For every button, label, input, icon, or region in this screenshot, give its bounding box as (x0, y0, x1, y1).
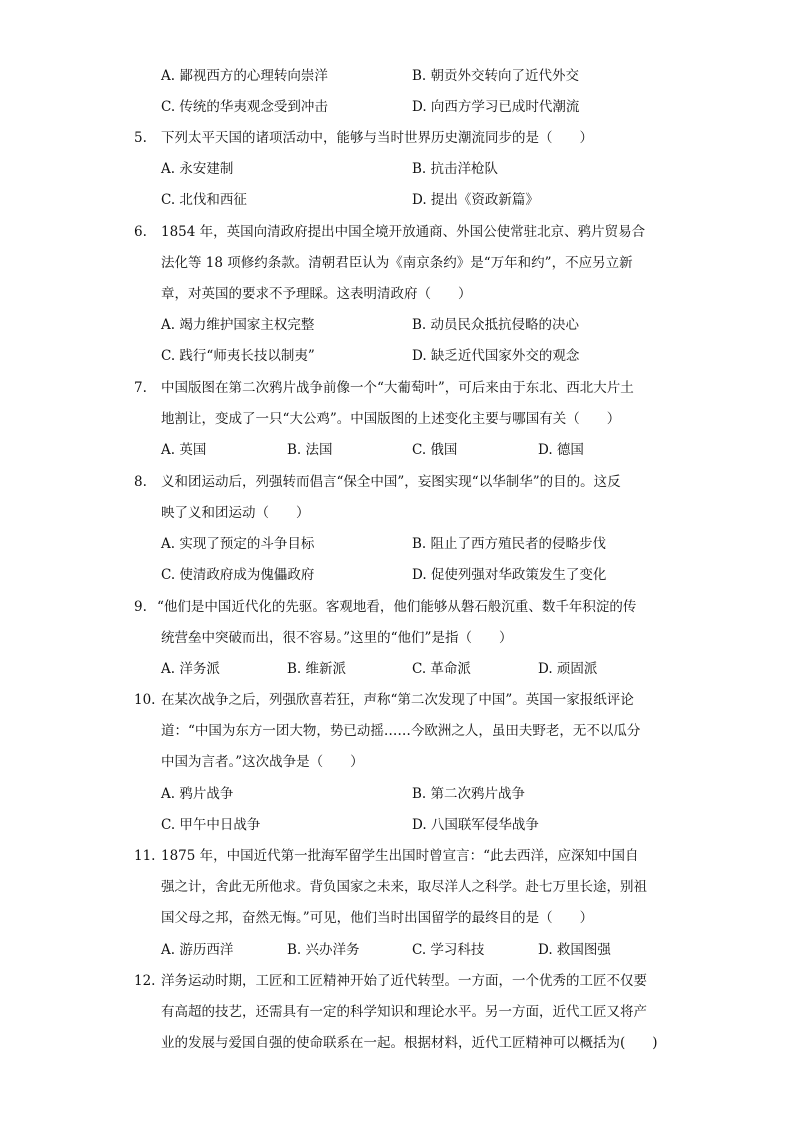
q8-option-b[interactable]: B. 阻止了西方殖民者的侵略步伐 (412, 536, 607, 552)
q5-option-d[interactable]: D. 提出《资政新篇》 (412, 192, 539, 208)
q6-option-a[interactable]: A. 竭力维护国家主权完整 (161, 317, 315, 333)
q10-stem-line-3: 中国为言者。”这次战争是（ ） (161, 754, 364, 770)
q10-stem-line-1: 在某次战争之后，列强欣喜若狂，声称“第二次发现了中国”。英国一家报纸评论 (161, 692, 634, 708)
q6-stem-line-1: 1854 年，英国向清政府提出中国全境开放通商、外国公使常驻北京、鸦片贸易合 (161, 224, 646, 240)
q10-stem-line-2: 道：“中国为东方一团大物，势已动摇……今欧洲之人，虽田夫野老，无不以瓜分 (161, 723, 641, 739)
q7-stem-line-1: 中国版图在第二次鸦片战争前像一个“大葡萄叶”，可后来由于东北、西北大片土 (161, 380, 634, 396)
q5-number: 5. (134, 130, 147, 146)
q6-option-b[interactable]: B. 动员民众抵抗侵略的决心 (412, 317, 580, 333)
q6-option-c[interactable]: C. 践行“师夷长技以制夷” (161, 348, 315, 364)
q5-option-c[interactable]: C. 北伐和西征 (161, 192, 247, 208)
q8-option-a[interactable]: A. 实现了预定的斗争目标 (161, 536, 315, 552)
q11-option-c[interactable]: C. 学习科技 (412, 942, 485, 958)
q8-stem-line-2: 映了义和团运动（ ） (161, 505, 310, 521)
q8-option-c[interactable]: C. 使清政府成为傀儡政府 (161, 567, 315, 583)
q11-option-a[interactable]: A. 游历西洋 (161, 942, 234, 958)
q7-option-d[interactable]: D. 德国 (538, 442, 584, 458)
q10-number: 10. (134, 692, 156, 708)
q6-option-d[interactable]: D. 缺乏近代国家外交的观念 (412, 348, 580, 364)
q7-number: 7. (134, 380, 147, 396)
q7-option-c[interactable]: C. 俄国 (412, 442, 458, 458)
q10-option-b[interactable]: B. 第二次鸦片战争 (412, 786, 526, 802)
q9-option-d[interactable]: D. 顽固派 (538, 661, 598, 677)
q4-option-d[interactable]: D. 向西方学习已成时代潮流 (412, 99, 580, 115)
q9-stem-line-1: “他们是中国近代化的先驱。客观地看，他们能够从磐石般沉重、数千年积淀的传 (157, 599, 637, 615)
q11-stem-line-1: 1875 年，中国近代第一批海军留学生出国时曾宣言：“此去西洋，应深知中国自 (161, 848, 639, 864)
q4-option-c[interactable]: C. 传统的华夷观念受到冲击 (161, 99, 328, 115)
q6-stem-line-3: 章，对英国的要求不予理睬。这表明清政府（ ） (161, 286, 472, 302)
q10-option-d[interactable]: D. 八国联军侵华战争 (412, 817, 539, 833)
q8-option-d[interactable]: D. 促使列强对华政策发生了变化 (412, 567, 607, 583)
q10-option-c[interactable]: C. 甲午中日战争 (161, 817, 261, 833)
q6-number: 6. (134, 224, 147, 240)
q5-stem-line-1: 下列太平天国的诸项活动中，能够与当时世界历史潮流同步的是（ ） (161, 130, 593, 146)
q11-stem-line-2: 强之计，舍此无所他求。背负国家之未来，取尽洋人之科学。赴七万里长途，别祖 (161, 879, 647, 895)
q5-option-b[interactable]: B. 抗击洋枪队 (412, 161, 499, 177)
q7-option-b[interactable]: B. 法国 (287, 442, 333, 458)
q12-stem-line-3: 业的发展与爱国自强的使命联系在一起。根据材料，近代工匠精神可以概括为( ) (161, 1035, 658, 1051)
q11-option-b[interactable]: B. 兴办洋务 (287, 942, 360, 958)
q8-number: 8. (134, 474, 147, 490)
q9-option-c[interactable]: C. 革命派 (412, 661, 471, 677)
q9-option-b[interactable]: B. 维新派 (287, 661, 347, 677)
q12-number: 12. (134, 973, 156, 989)
q4-option-b[interactable]: B. 朝贡外交转向了近代外交 (412, 68, 580, 84)
q7-stem-line-2: 地割让，变成了一只“大公鸡”。中国版图的上述变化主要与哪国有关（ ） (161, 411, 621, 427)
q12-stem-line-2: 有高超的技艺，还需具有一定的科学知识和理论水平。另一方面，近代工匠又将产 (161, 1004, 647, 1020)
q9-option-a[interactable]: A. 洋务派 (161, 661, 220, 677)
q11-option-d[interactable]: D. 救国图强 (538, 942, 611, 958)
q7-option-a[interactable]: A. 英国 (161, 442, 207, 458)
q4-option-a[interactable]: A. 鄙视西方的心理转向崇洋 (161, 68, 328, 84)
q11-number: 11. (134, 848, 156, 864)
q11-stem-line-3: 国父母之邦，奋然无悔。”可见，他们当时出国留学的最终目的是（ ） (161, 910, 594, 926)
q10-option-a[interactable]: A. 鸦片战争 (161, 786, 234, 802)
q8-stem-line-1: 义和团运动后，列强转而倡言“保全中国”，妄图实现“以华制华”的目的。这反 (161, 474, 621, 490)
q6-stem-line-2: 法化等 18 项修约条款。清朝君臣认为《南京条约》是“万年和约”，不应另立新 (161, 255, 633, 271)
q12-stem-line-1: 洋务运动时期，工匠和工匠精神开始了近代转型。一方面，一个优秀的工匠不仅要 (161, 973, 647, 989)
q5-option-a[interactable]: A. 永安建制 (161, 161, 234, 177)
q9-number: 9. (134, 599, 147, 615)
q9-stem-line-2: 统营垒中突破而出，很不容易。”这里的“他们”是指（ ） (161, 630, 513, 646)
